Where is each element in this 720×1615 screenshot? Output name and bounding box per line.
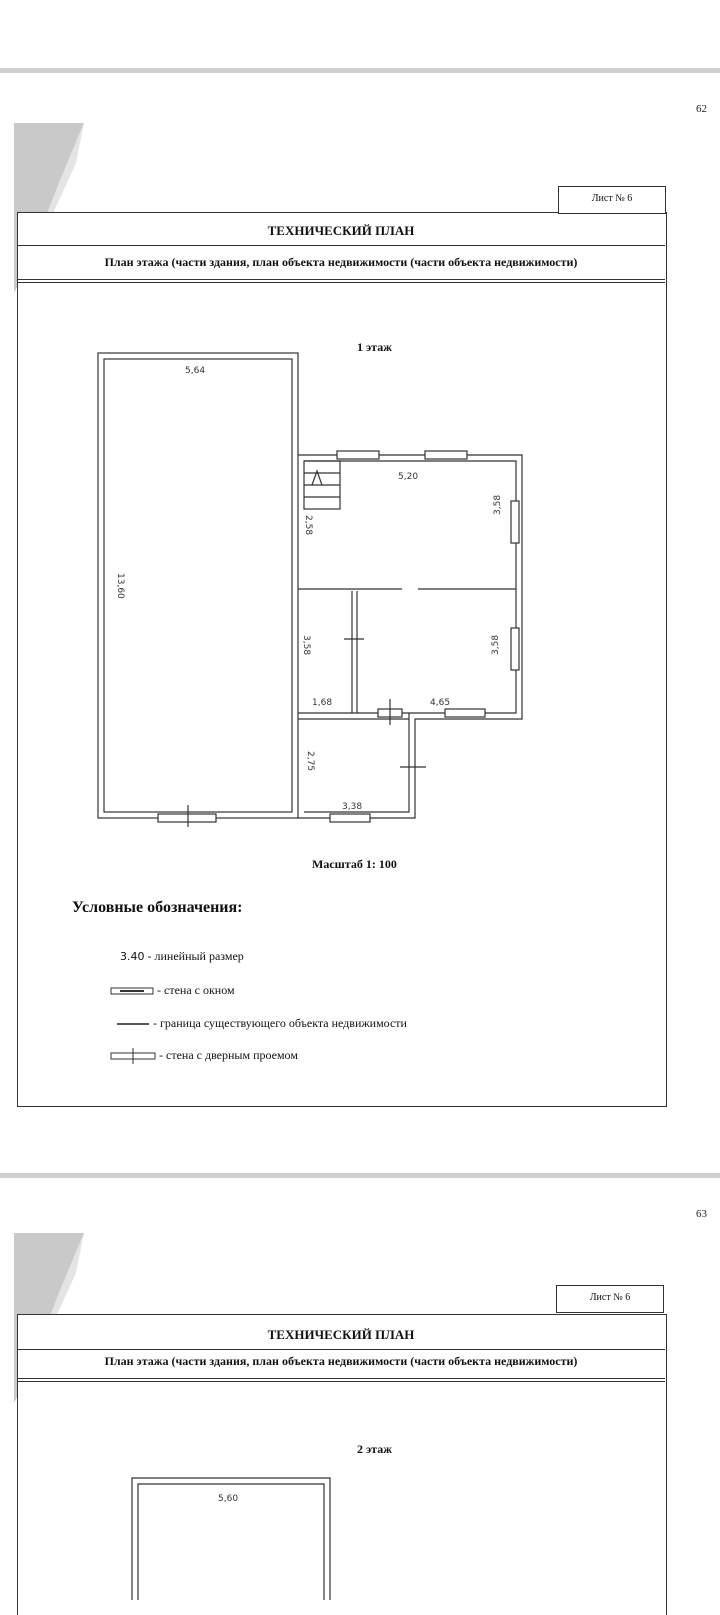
floor-label-2: 2 этаж: [357, 1442, 392, 1456]
legend-boundary-label: - граница существующего объекта недвижимости: [153, 1016, 407, 1030]
dim-room3-right: 3,58: [491, 634, 501, 655]
title-divider: [17, 245, 665, 246]
dim-left-height: 13,60: [115, 573, 125, 599]
page-number-2: 63: [696, 1208, 707, 1220]
legend-item-boundary: [116, 1016, 407, 1031]
floor-plan-2: [0, 1470, 720, 1600]
document-page-1: [0, 73, 720, 1173]
dim-room4-left: 2,75: [305, 751, 315, 772]
plan-room-large: [98, 353, 298, 818]
subtitle-divider-4: [17, 1381, 665, 1382]
dim-room4-bottom: 3,38: [342, 802, 363, 812]
dim-room2-bottom: 1,68: [312, 698, 333, 708]
door-wall-symbol: [110, 1048, 156, 1064]
document-page-2: [0, 1178, 720, 1600]
document-subtitle: План этажа (части здания, план объекта недвижимости (части объекта недвижимости): [104, 255, 578, 269]
legend-item-dimension: [120, 949, 244, 964]
document-title: ТЕХНИЧЕСКИЙ ПЛАН: [267, 223, 415, 238]
page-number: 62: [696, 103, 707, 115]
legend-item-window-wall: [110, 983, 235, 998]
legend-item-door-wall: [110, 1048, 298, 1064]
boundary-symbol: [116, 1019, 150, 1029]
dim-room1-left: 2,58: [303, 515, 313, 536]
dim-left-top: 5,64: [185, 366, 206, 376]
legend-door-wall-label: - стена с дверным проемом: [159, 1048, 298, 1062]
dim-room3-bottom: 4,65: [430, 698, 451, 708]
subtitle-divider-2: [17, 282, 665, 283]
document-subtitle-2: План этажа (части здания, план объекта недвижимости (части объекта недвижимости): [104, 1354, 578, 1368]
window-wall-symbol: [110, 986, 154, 996]
dim-right-top: 5,20: [398, 472, 419, 482]
sheet-number-box-2: Лист № 6: [556, 1285, 664, 1313]
legend-dimension-sample: 3.40: [120, 950, 145, 963]
dim-room1-right: 3,58: [493, 494, 503, 515]
dim-room2-left: 3,58: [301, 635, 311, 656]
legend-window-wall-label: - стена с окном: [157, 983, 235, 997]
legend-title: Условные обозначения:: [72, 899, 243, 916]
document-title-2: ТЕХНИЧЕСКИЙ ПЛАН: [267, 1327, 415, 1342]
floor-plan-1: [0, 343, 720, 863]
title-divider-2: [17, 1349, 665, 1350]
top-gap: [0, 0, 720, 68]
sheet-number-box: Лист № 6: [558, 186, 666, 214]
dim-left-top-2: 5,60: [218, 1494, 239, 1504]
subtitle-divider-3: [17, 1378, 665, 1379]
legend-dimension-label: - линейный размер: [147, 949, 244, 963]
scale-label: Масштаб 1: 100: [312, 857, 397, 871]
floor-label: 1 этаж: [357, 340, 392, 354]
subtitle-divider: [17, 279, 665, 280]
